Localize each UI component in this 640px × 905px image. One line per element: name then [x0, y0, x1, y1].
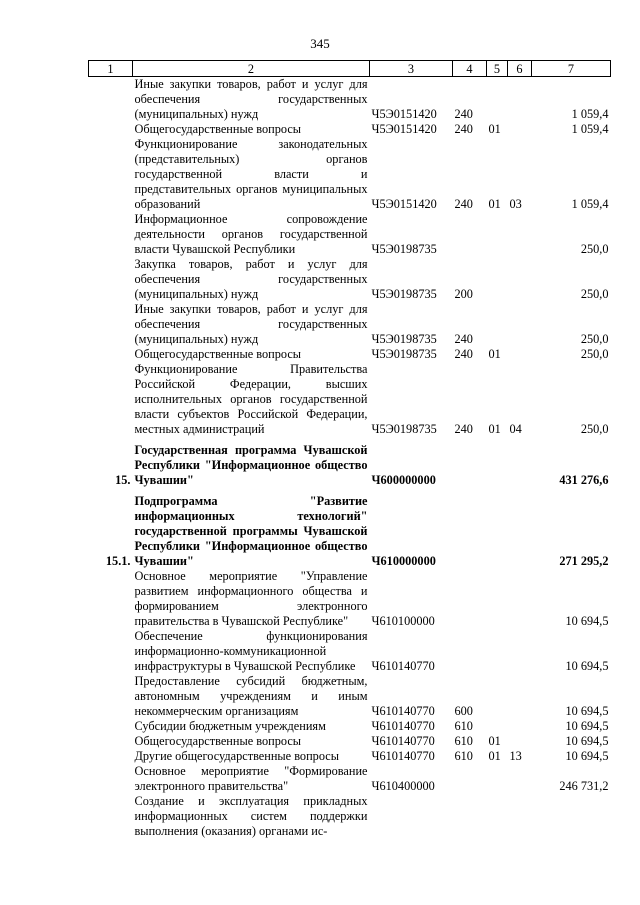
row-expense-type [453, 212, 487, 257]
row-number: 15.1. [105, 554, 131, 568]
row-name: Подпрограмма "Развитие информационных технологий" государственной программы Чувашской Республики "Информационное общество Чувашии" [134, 494, 368, 568]
row-name: Предоставление субсидий бюджетным, автономным учреждениям и иным некоммерческим организациям [134, 674, 368, 718]
row-name: Иные закупки товаров, работ и услуг для обеспечения государственных (муниципальных) нужд [134, 302, 368, 346]
row-subsection [508, 629, 532, 674]
row-target-item-code: Ч5Э0151420 [371, 197, 437, 211]
table-row [89, 494, 611, 569]
row-expense-type [453, 764, 487, 794]
row-amount: 10 694,5 [565, 749, 609, 763]
row-subsection [508, 494, 532, 569]
row-subsection [508, 347, 532, 362]
row-expense-type: 240 [454, 122, 473, 136]
row-amount: 10 694,5 [565, 704, 609, 718]
row-subsection [508, 569, 532, 629]
row-number [89, 749, 133, 764]
row-number [89, 257, 133, 302]
row-section [487, 764, 508, 794]
row-target-item-code: Ч5Э0151420 [371, 122, 437, 136]
row-name: Создание и эксплуатация прикладных информационных систем поддержки выполнения (оказания) органами ис- [134, 794, 368, 838]
row-target-item-code: Ч610140770 [371, 749, 435, 763]
row-name: Основное мероприятие "Управление развитием информационного общества и формированием электронного правительства в Чувашской Республике" [134, 569, 368, 628]
row-target-item-code: Ч610000000 [371, 554, 436, 568]
row-subsection: 03 [509, 197, 522, 211]
row-number [89, 347, 133, 362]
row-number [89, 569, 133, 629]
row-section [487, 302, 508, 347]
row-amount: 10 694,5 [565, 734, 609, 748]
row-number [89, 137, 133, 212]
row-name: Функционирование Правительства Российской Федерации, высших исполнительных органов государственной власти субъектов Российской Федерации, местных администраций [134, 362, 368, 436]
row-number [89, 77, 133, 123]
row-target-item-code: Ч610400000 [371, 779, 435, 793]
row-expense-type: 610 [454, 734, 473, 748]
row-section [487, 494, 508, 569]
row-name: Функционирование законодательных (представительных) органов государственной власти и представительных органов муниципальных образований [134, 137, 368, 211]
row-section: 01 [488, 347, 501, 361]
row-expense-type: 200 [454, 287, 473, 301]
row-target-item-code: Ч610140770 [371, 704, 435, 718]
table-row [89, 569, 611, 629]
table-row [89, 122, 611, 137]
row-name: Субсидии бюджетным учреждениям [134, 719, 326, 733]
budget-table [88, 60, 611, 839]
row-number [89, 719, 133, 734]
table-row [89, 764, 611, 794]
row-amount: 271 295,2 [559, 554, 609, 568]
row-name: Иные закупки товаров, работ и услуг для обеспечения государственных (муниципальных) нужд [134, 77, 368, 121]
row-target-item-code: Ч610140770 [371, 659, 435, 673]
row-name: Общегосударственные вопросы [134, 122, 302, 136]
table-row [89, 749, 611, 764]
row-expense-type: 610 [454, 719, 473, 733]
row-subsection: 13 [509, 749, 522, 763]
page-number: 345 [310, 36, 330, 51]
row-target-item-code: Ч610140770 [371, 719, 435, 733]
row-name: Закупка товаров, работ и услуг для обеспечения государственных (муниципальных) нужд [134, 257, 368, 301]
table-row [89, 347, 611, 362]
table-row [89, 77, 611, 123]
row-number [89, 734, 133, 749]
column-header-section: 5 [487, 61, 508, 77]
row-section [487, 674, 508, 719]
row-amount: 250,0 [580, 332, 609, 346]
table-row [89, 362, 611, 437]
row-amount: 250,0 [580, 422, 609, 436]
column-header-subsection: 6 [508, 61, 532, 77]
row-subsection [508, 122, 532, 137]
row-expense-type [453, 569, 487, 629]
row-target-item-code: Ч600000000 [371, 473, 436, 487]
row-target-item-code: Ч5Э0198735 [371, 287, 437, 301]
table-row [89, 794, 611, 839]
row-amount: 10 694,5 [565, 719, 609, 733]
row-section [487, 794, 508, 839]
row-expense-type: 240 [454, 347, 473, 361]
row-number [89, 122, 133, 137]
row-section [487, 443, 508, 488]
table-body [89, 77, 611, 840]
row-section [487, 719, 508, 734]
row-number [89, 794, 133, 839]
row-expense-type: 240 [454, 422, 473, 436]
row-section: 01 [488, 749, 501, 763]
row-name: Общегосударственные вопросы [134, 347, 302, 361]
row-amount: 250,0 [580, 242, 609, 256]
row-subsection [508, 734, 532, 749]
table-row [89, 719, 611, 734]
row-subsection [508, 719, 532, 734]
row-section [487, 257, 508, 302]
table-header [89, 61, 611, 77]
table-row [89, 734, 611, 749]
row-expense-type [453, 443, 487, 488]
row-name: Основное мероприятие "Формирование электронного правительства" [134, 764, 368, 793]
column-header-number: 1 [89, 61, 133, 77]
row-amount: 1 059,4 [571, 197, 609, 211]
table-row [89, 674, 611, 719]
row-amount: 246 731,2 [559, 779, 609, 793]
row-section [487, 629, 508, 674]
row-subsection [508, 77, 532, 123]
row-section: 01 [488, 197, 501, 211]
row-expense-type [453, 629, 487, 674]
row-number [89, 302, 133, 347]
table-row [89, 137, 611, 212]
row-expense-type [453, 794, 487, 839]
row-amount [532, 794, 611, 839]
row-number [89, 764, 133, 794]
row-number [89, 629, 133, 674]
table-row [89, 629, 611, 674]
column-header-amount: 7 [532, 61, 611, 77]
row-target-item-code: Ч610140770 [371, 734, 435, 748]
row-name: Государственная программа Чувашской Республики "Информационное общество Чувашии" [134, 443, 368, 487]
row-expense-type: 610 [454, 749, 473, 763]
row-section: 01 [488, 422, 501, 436]
row-target-item-code: Ч610100000 [371, 614, 435, 628]
row-target-item-code: Ч5Э0198735 [371, 332, 437, 346]
row-amount: 10 694,5 [565, 614, 609, 628]
row-name: Общегосударственные вопросы [134, 734, 302, 748]
row-subsection: 04 [509, 422, 522, 436]
row-subsection [508, 212, 532, 257]
row-section [487, 569, 508, 629]
column-header-target-item: 3 [370, 61, 453, 77]
row-number [89, 362, 133, 437]
row-expense-type: 240 [454, 197, 473, 211]
column-header-expense-type: 4 [453, 61, 487, 77]
row-target-item-code: Ч5Э0198735 [371, 242, 437, 256]
row-amount: 1 059,4 [571, 107, 609, 121]
row-target-item-code: Ч5Э0198735 [371, 422, 437, 436]
table-row [89, 257, 611, 302]
row-subsection [508, 257, 532, 302]
row-section [487, 212, 508, 257]
row-expense-type: 600 [454, 704, 473, 718]
row-name: Обеспечение функционирования информационно-коммуникационной инфраструктуры в Чувашской Республике [134, 629, 368, 673]
row-amount: 1 059,4 [571, 122, 609, 136]
row-target-item-code [370, 794, 453, 839]
row-number [89, 674, 133, 719]
row-amount: 250,0 [580, 347, 609, 361]
row-section: 01 [488, 122, 501, 136]
table-row [89, 212, 611, 257]
table-row [89, 302, 611, 347]
table-row [89, 443, 611, 488]
row-subsection [508, 764, 532, 794]
row-section: 01 [488, 734, 501, 748]
row-section [487, 77, 508, 123]
row-amount: 250,0 [580, 287, 609, 301]
row-expense-type [453, 494, 487, 569]
row-number: 15. [115, 473, 131, 487]
row-subsection [508, 674, 532, 719]
row-name: Другие общегосударственные вопросы [134, 749, 339, 763]
row-expense-type: 240 [454, 332, 473, 346]
row-subsection [508, 443, 532, 488]
row-subsection [508, 794, 532, 839]
row-subsection [508, 302, 532, 347]
header-row [89, 61, 611, 77]
column-header-name: 2 [133, 61, 370, 77]
row-target-item-code: Ч5Э0198735 [371, 347, 437, 361]
row-expense-type: 240 [454, 107, 473, 121]
row-name: Информационное сопровождение деятельности органов государственной власти Чувашской Республики [134, 212, 368, 256]
row-target-item-code: Ч5Э0151420 [371, 107, 437, 121]
row-amount: 10 694,5 [565, 659, 609, 673]
row-number [89, 212, 133, 257]
row-amount: 431 276,6 [559, 473, 609, 487]
